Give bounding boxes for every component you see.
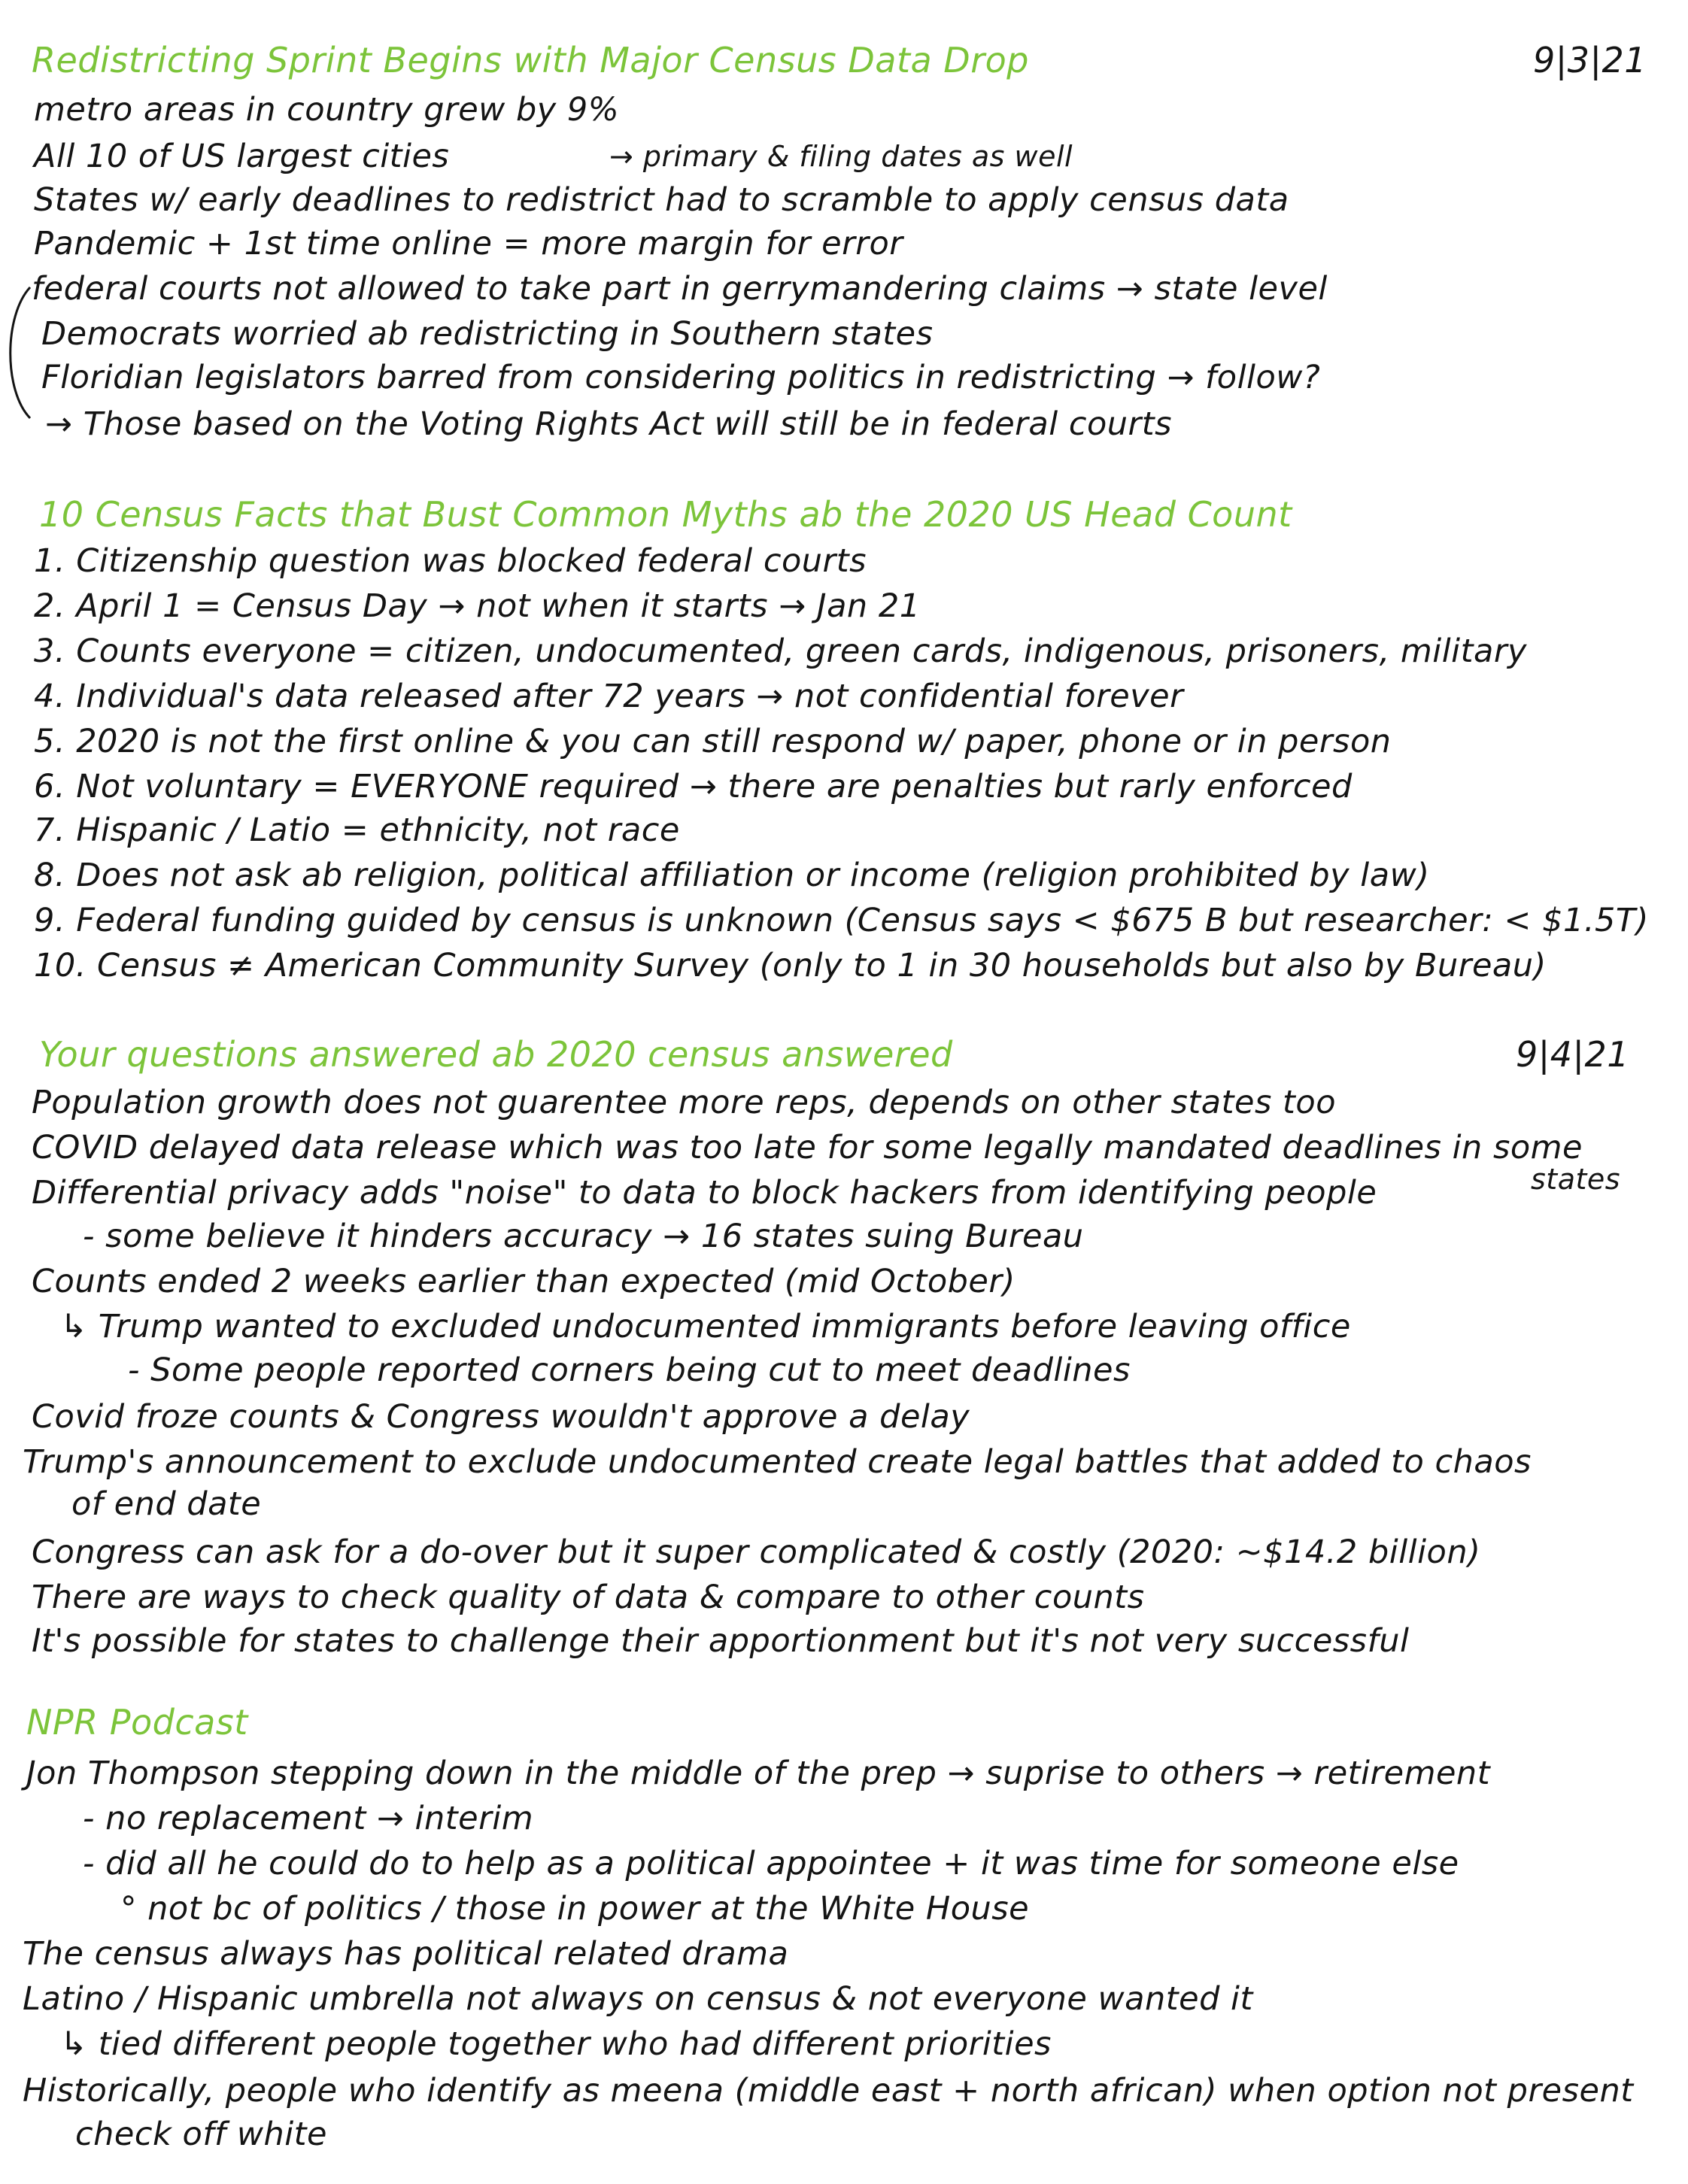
section1-line-3: → primary & filing dates as well xyxy=(609,140,1073,173)
section3-line-9: Trump's announcement to exclude undocumented create legal battles that added to chaos xyxy=(23,1443,1532,1481)
fact-3: 3. Counts everyone = citizen, undocumented, green cards, indigenous, prisoners, military xyxy=(34,632,1527,670)
bracket-arrow-curve xyxy=(11,287,30,418)
section3-line-2: COVID delayed data release which was too late for some legally mandated deadlines in some xyxy=(32,1129,1583,1166)
section4-line-7: ↳ tied different people together who had different priorities xyxy=(60,2025,1052,2063)
fact-8: 8. Does not ask ab religion, political affiliation or income (religion prohibited by law) xyxy=(34,857,1430,894)
section3-line-6: ↳ Trump wanted to excluded undocumented immigrants before leaving office xyxy=(60,1308,1351,1345)
section3-line-8: Covid froze counts & Congress wouldn't approve a delay xyxy=(32,1398,970,1436)
section3-line-10: Congress can ask for a do-over but it super complicated & costly (2020: ~$14.2 billion) xyxy=(32,1533,1481,1571)
section1-line-4: States w/ early deadlines to redistrict had to scramble to apply census data xyxy=(34,181,1289,219)
fact-9: 9. Federal funding guided by census is unknown (Census says < $675 B but researcher: < $1.5T) xyxy=(34,902,1649,939)
fact-5: 5. 2020 is not the first online & you can still respond w/ paper, phone or in person xyxy=(34,723,1392,760)
fact-2: 2. April 1 = Census Day → not when it starts → Jan 21 xyxy=(34,587,921,625)
section1-line-8: Floridian legislators barred from considering politics in redistricting → follow? xyxy=(41,359,1321,396)
section3-date: 9|4|21 xyxy=(1516,1034,1630,1075)
section3-line-12: It's possible for states to challenge their apportionment but it's not very successful xyxy=(32,1622,1410,1660)
section1-date: 9|3|21 xyxy=(1533,40,1647,80)
section1-line-5: Pandemic + 1st time online = more margin for error xyxy=(34,225,903,262)
section3-heading: Your questions answered ab 2020 census answered xyxy=(39,1034,953,1075)
section4-line-1: Jon Thompson stepping down in the middle of the prep → suprise to others → retirement xyxy=(26,1755,1491,1792)
section3-line-1: Population growth does not guarentee more reps, depends on other states too xyxy=(32,1084,1337,1121)
section4-line-5: The census always has political related drama xyxy=(23,1935,789,1973)
section3-line-5: Counts ended 2 weeks earlier than expected (mid October) xyxy=(32,1263,1016,1300)
section3-line-4: - some believe it hinders accuracy → 16 states suing Bureau xyxy=(83,1218,1084,1255)
fact-7: 7. Hispanic / Latio = ethnicity, not race xyxy=(34,811,680,849)
section3-line-9b: of end date xyxy=(71,1485,262,1523)
section4-line-3: - did all he could do to help as a political appointee + it was time for someone else xyxy=(83,1845,1459,1882)
section1-line-9: → Those based on the Voting Rights Act will still be in federal courts xyxy=(45,405,1172,443)
section4-line-4: ° not bc of politics / those in power at the White House xyxy=(120,1890,1030,1928)
section4-heading: NPR Podcast xyxy=(26,1702,248,1743)
section1-line-6: federal courts not allowed to take part in gerrymandering claims → state level xyxy=(32,270,1328,308)
section1-line-7: Democrats worried ab redistricting in Southern states xyxy=(41,315,934,353)
section3-line-3: Differential privacy adds "noise" to data to block hackers from identifying people xyxy=(32,1174,1377,1212)
section1-line-2: All 10 of US largest cities xyxy=(34,138,450,175)
section4-line-6: Latino / Hispanic umbrella not always on census & not everyone wanted it xyxy=(23,1980,1253,2018)
section1-heading: Redistricting Sprint Begins with Major Census Data Drop xyxy=(32,40,1029,80)
fact-6: 6. Not voluntary = EVERYONE required → there are penalties but rarly enforced xyxy=(34,768,1353,805)
section4-line-8: Historically, people who identify as meena (middle east + north african) when option not present xyxy=(23,2072,1634,2110)
section3-line-7: - Some people reported corners being cut to meet deadlines xyxy=(128,1351,1131,1389)
section3-line-2b: states xyxy=(1531,1163,1621,1196)
fact-1: 1. Citizenship question was blocked federal courts xyxy=(34,542,867,580)
section4-line-9: check off white xyxy=(75,2116,327,2153)
section1-line-1: metro areas in country grew by 9% xyxy=(34,91,620,129)
section2-heading: 10 Census Facts that Bust Common Myths ab the 2020 US Head Count xyxy=(39,494,1292,535)
section3-line-11: There are ways to check quality of data & compare to other counts xyxy=(32,1579,1145,1616)
fact-10: 10. Census ≠ American Community Survey (only to 1 in 30 households but also by Bureau) xyxy=(34,947,1547,984)
fact-4: 4. Individual's data released after 72 years → not confidential forever xyxy=(34,678,1184,715)
section4-line-2: - no replacement → interim xyxy=(83,1800,534,1837)
